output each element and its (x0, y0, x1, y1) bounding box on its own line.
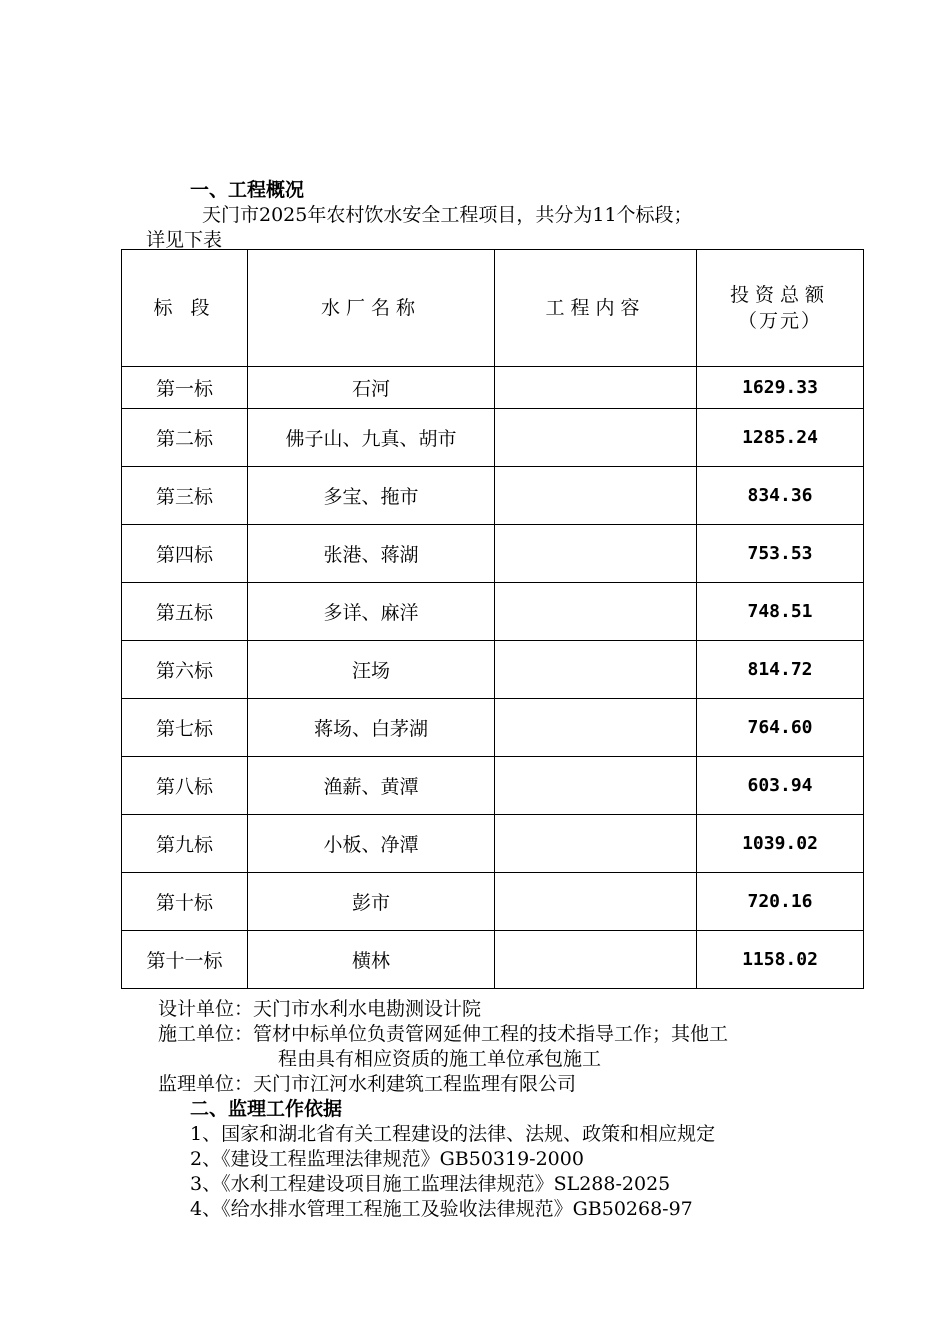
section2-heading: 二、监理工作依据 (190, 1098, 343, 1120)
amount-cell: 764.60 (697, 699, 864, 757)
table-row (122, 367, 864, 409)
table-row (122, 815, 864, 873)
table-row (122, 583, 864, 641)
segment-cell: 第十标 (122, 873, 248, 931)
amount-cell: 1285.24 (697, 409, 864, 467)
segment-cell: 第八标 (122, 757, 248, 815)
content-cell (495, 815, 697, 873)
basis-item-4: 4、《给水排水管理工程施工及验收法律规范》GB50268-97 (190, 1198, 693, 1220)
content-cell (495, 931, 697, 989)
plant-name-cell: 多宝、拖市 (248, 467, 495, 525)
table-row (122, 757, 864, 815)
content-cell (495, 699, 697, 757)
basis-item-1: 1、国家和湖北省有关工程建设的法律、法规、政策和相应规定 (190, 1123, 716, 1145)
table-row (122, 409, 864, 467)
supervision-unit: 监理单位：天门市江河水利建筑工程监理有限公司 (158, 1073, 577, 1095)
plant-name-cell: 佛子山、九真、胡市 (248, 409, 495, 467)
plant-name-cell: 石河 (248, 367, 495, 409)
design-unit: 设计单位：天门市水利水电勘测设计院 (158, 998, 482, 1020)
plant-name-cell: 汪场 (248, 641, 495, 699)
basis-item-3: 3、《水利工程建设项目施工监理法律规范》SL288-2025 (190, 1173, 671, 1195)
plant-name-cell: 多详、麻洋 (248, 583, 495, 641)
amount-cell: 1629.33 (697, 367, 864, 409)
project-table (121, 249, 864, 989)
segment-cell: 第五标 (122, 583, 248, 641)
table-row (122, 525, 864, 583)
content-cell (495, 757, 697, 815)
content-cell (495, 367, 697, 409)
content-cell (495, 525, 697, 583)
header-segment: 标 段 (122, 250, 248, 367)
content-cell (495, 409, 697, 467)
amount-cell: 753.53 (697, 525, 864, 583)
segment-cell: 第十一标 (122, 931, 248, 989)
section1-intro: 天门市2025年农村饮水安全工程项目，共分为11个标段； (202, 204, 693, 226)
construction-unit-line1: 施工单位：管材中标单位负责管网延伸工程的技术指导工作；其他工 (158, 1023, 729, 1045)
table-row (122, 699, 864, 757)
plant-name-cell: 彭市 (248, 873, 495, 931)
table-row (122, 931, 864, 989)
table-row (122, 467, 864, 525)
header-amount-line1: 投资总额 (729, 284, 830, 306)
segment-cell: 第九标 (122, 815, 248, 873)
content-cell (495, 873, 697, 931)
amount-cell: 814.72 (697, 641, 864, 699)
amount-cell: 1158.02 (697, 931, 864, 989)
table-header-row (122, 250, 864, 367)
amount-cell: 834.36 (697, 467, 864, 525)
amount-cell: 748.51 (697, 583, 864, 641)
basis-item-2: 2、《建设工程监理法律规范》GB50319-2000 (190, 1148, 584, 1170)
content-cell (495, 641, 697, 699)
content-cell (495, 583, 697, 641)
plant-name-cell: 横林 (248, 931, 495, 989)
header-plant-name: 水厂名称 (248, 250, 495, 367)
table-row (122, 641, 864, 699)
header-amount-line2: （万元） (737, 310, 822, 332)
segment-cell: 第七标 (122, 699, 248, 757)
amount-cell: 603.94 (697, 757, 864, 815)
amount-cell: 720.16 (697, 873, 864, 931)
segment-cell: 第四标 (122, 525, 248, 583)
segment-cell: 第一标 (122, 367, 248, 409)
section1-heading: 一、工程概况 (190, 179, 305, 201)
header-amount (697, 250, 864, 367)
table-row (122, 873, 864, 931)
segment-cell: 第六标 (122, 641, 248, 699)
plant-name-cell: 小板、净潭 (248, 815, 495, 873)
segment-cell: 第三标 (122, 467, 248, 525)
section1-intro2: 详见下表 (146, 229, 223, 251)
segment-cell: 第二标 (122, 409, 248, 467)
plant-name-cell: 蒋场、白茅湖 (248, 699, 495, 757)
plant-name-cell: 渔薪、黄潭 (248, 757, 495, 815)
plant-name-cell: 张港、蒋湖 (248, 525, 495, 583)
content-cell (495, 467, 697, 525)
header-content: 工程内容 (495, 250, 697, 367)
amount-cell: 1039.02 (697, 815, 864, 873)
construction-unit-line2: 程由具有相应资质的施工单位承包施工 (278, 1048, 602, 1070)
